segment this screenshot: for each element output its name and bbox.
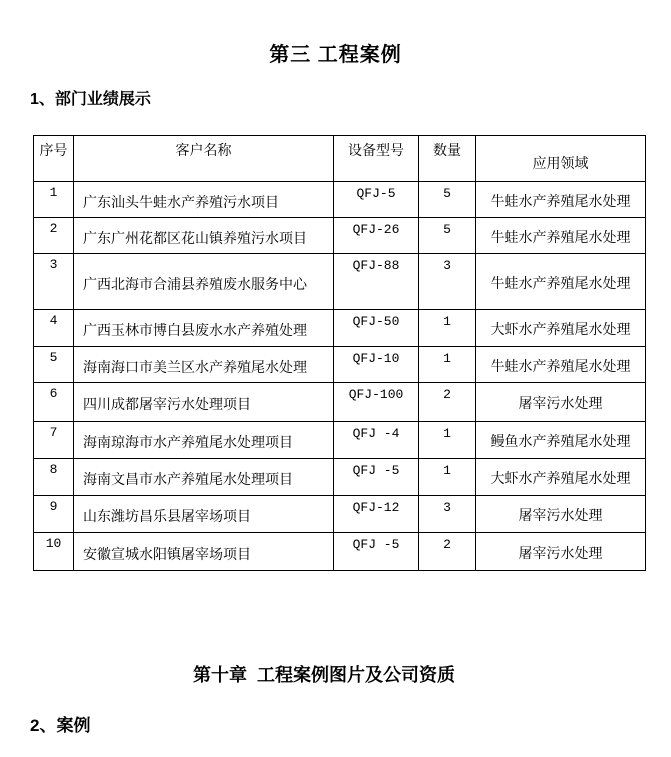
cell-field: 大虾水产养殖尾水处理 [476,310,646,347]
cell-field: 大虾水产养殖尾水处理 [476,459,646,496]
cell-qty: 1 [419,310,476,347]
table-row [34,422,646,459]
cell-model: QFJ-26 [334,218,419,254]
cell-no: 3 [34,254,74,310]
table-header-row [34,136,646,182]
cell-qty: 1 [419,459,476,496]
cell-customer: 广东广州花都区花山镇养殖污水项目 [74,218,334,254]
cell-customer: 广西北海市合浦县养殖废水服务中心 [74,254,334,310]
cell-no: 4 [34,310,74,347]
cell-field: 屠宰污水处理 [476,533,646,571]
cell-customer: 广西玉林市博白县废水水产养殖处理 [74,310,334,347]
table-row [34,533,646,571]
cell-qty: 5 [419,218,476,254]
table-row [34,310,646,347]
cell-no: 8 [34,459,74,496]
cell-model: QFJ-10 [334,347,419,383]
cell-qty: 3 [419,496,476,533]
cell-field: 牛蛙水产养殖尾水处理 [476,254,646,310]
table-body [34,182,646,571]
cell-no: 6 [34,383,74,422]
table-row [34,383,646,422]
section-heading-case: 2、案例 [30,716,91,735]
cell-field: 牛蛙水产养殖尾水处理 [476,182,646,218]
cell-qty: 5 [419,182,476,218]
section-heading-performance: 1、部门业绩展示 [30,91,151,108]
cell-qty: 2 [419,383,476,422]
table-row [34,496,646,533]
header-model: 设备型号 [334,136,419,182]
cell-model: QFJ -5 [334,459,419,496]
chapter10-title: 第十章 工程案例图片及公司资质 [192,665,455,685]
cell-customer: 四川成都屠宰污水处理项目 [74,383,334,422]
project-case-table [33,135,646,571]
cell-customer: 海南文昌市水产养殖尾水处理项目 [74,459,334,496]
cell-field: 牛蛙水产养殖尾水处理 [476,218,646,254]
cell-field: 鳗鱼水产养殖尾水处理 [476,422,646,459]
cell-customer: 山东潍坊昌乐县屠宰场项目 [74,496,334,533]
table-row [34,182,646,218]
cell-customer: 安徽宣城水阳镇屠宰场项目 [74,533,334,571]
cell-qty: 2 [419,533,476,571]
cell-model: QFJ -4 [334,422,419,459]
cell-field: 屠宰污水处理 [476,383,646,422]
table-row [34,459,646,496]
cell-no: 10 [34,533,74,571]
cell-field: 屠宰污水处理 [476,496,646,533]
cell-customer: 广东汕头牛蛙水产养殖污水项目 [74,182,334,218]
table-row [34,254,646,310]
cell-model: QFJ-5 [334,182,419,218]
table-row [34,347,646,383]
header-field: 应用领域 [476,136,646,182]
cell-no: 9 [34,496,74,533]
cell-customer: 海南琼海市水产养殖尾水处理项目 [74,422,334,459]
cell-qty: 1 [419,347,476,383]
table-row [34,218,646,254]
cell-qty: 1 [419,422,476,459]
cell-no: 7 [34,422,74,459]
cell-model: QFJ-12 [334,496,419,533]
cell-model: QFJ -5 [334,533,419,571]
cell-qty: 3 [419,254,476,310]
header-no: 序号 [34,136,74,182]
cell-model: QFJ-100 [334,383,419,422]
cell-no: 2 [34,218,74,254]
chapter-title: 第三 工程案例 [269,44,402,66]
cell-customer: 海南海口市美兰区水产养殖尾水处理 [74,347,334,383]
cell-no: 1 [34,182,74,218]
cell-model: QFJ-50 [334,310,419,347]
cell-no: 5 [34,347,74,383]
cell-model: QFJ-88 [334,254,419,310]
cell-field: 牛蛙水产养殖尾水处理 [476,347,646,383]
header-qty: 数量 [419,136,476,182]
header-customer: 客户名称 [74,136,334,182]
